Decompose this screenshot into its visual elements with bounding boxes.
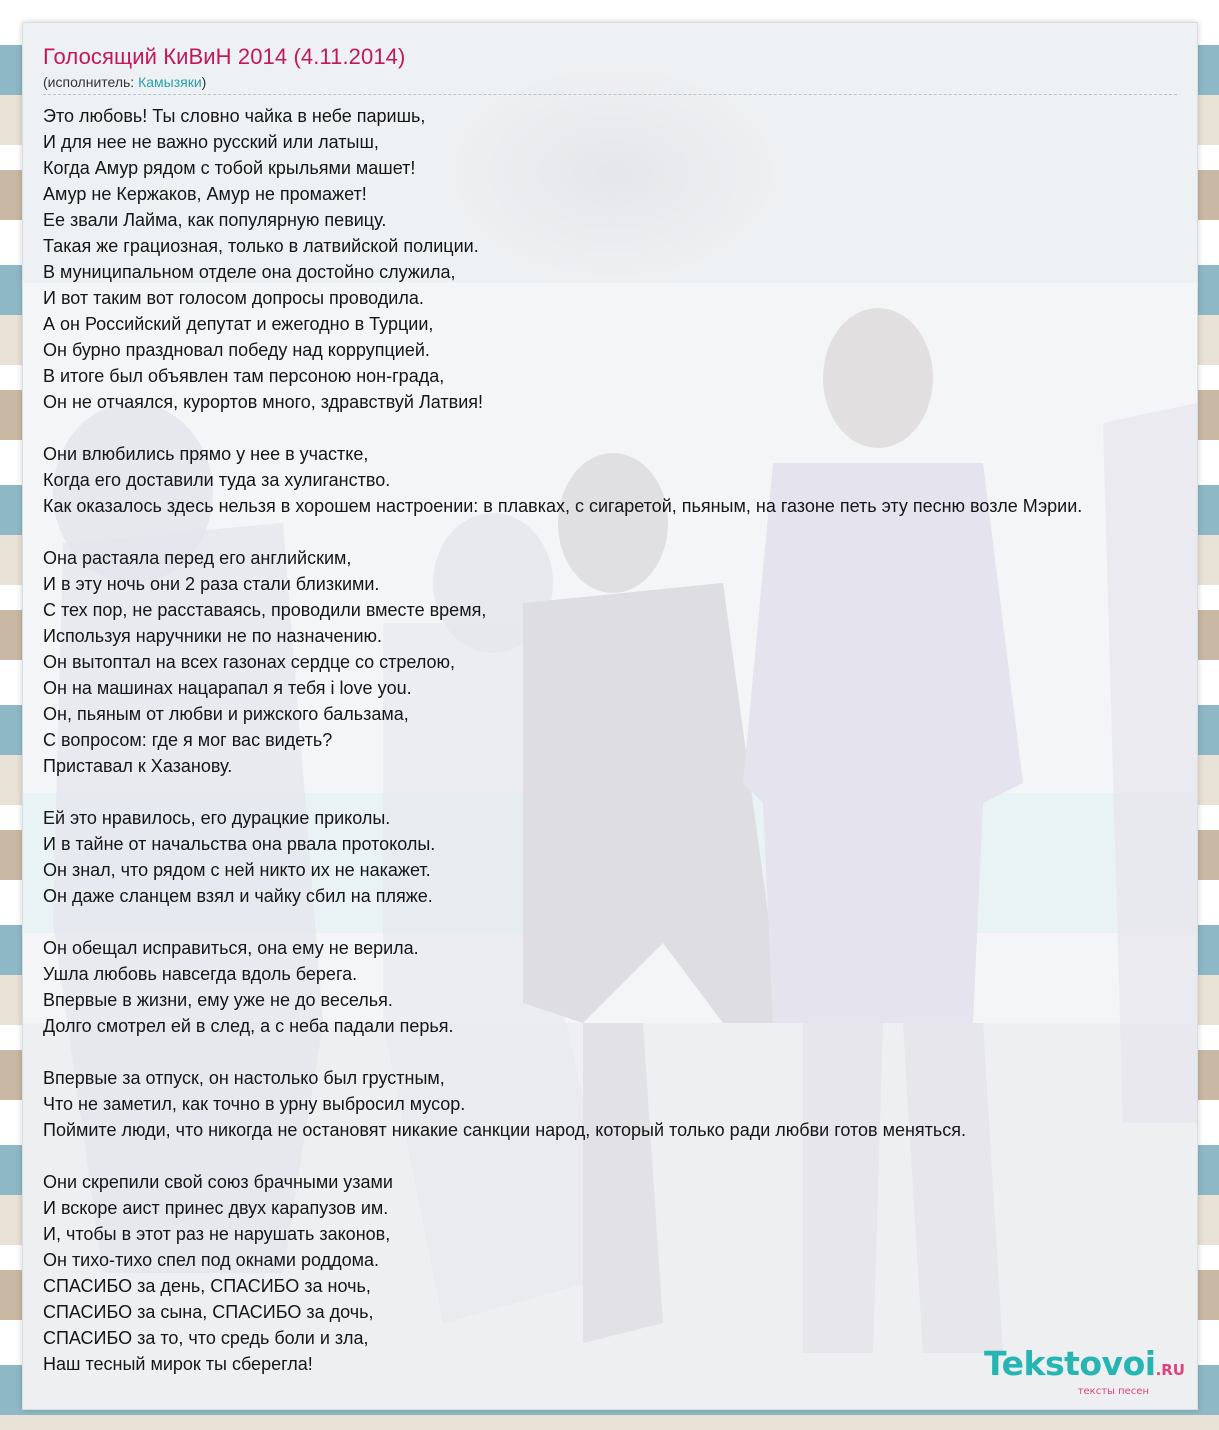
lyric-line: Впервые в жизни, ему уже не до веселья. — [43, 990, 393, 1010]
lyrics-text — [43, 103, 1177, 1377]
lyric-line: И, чтобы в этот раз не нарушать законов, — [43, 1224, 391, 1244]
stanza-break — [43, 909, 1177, 935]
performer-suffix: ) — [201, 74, 207, 90]
performer-line — [43, 73, 1177, 91]
lyric-line: Как оказалось здесь нельзя в хорошем настроении: в плавках, с сигаретой, пьяным, на газоне петь эту песню возле Мэрии. — [43, 496, 1083, 516]
lyric-line: Когда Амур рядом с тобой крыльями машет! — [43, 158, 416, 178]
lyric-line: И в тайне от начальства она рвала протоколы. — [43, 834, 436, 854]
lyric-line: И вскоре аист принес двух карапузов им. — [43, 1198, 389, 1218]
lyric-line: С вопросом: где я мог вас видеть? — [43, 730, 333, 750]
lyric-line: В итоге был объявлен там персоною нон-града, — [43, 366, 445, 386]
lyric-line: Он даже сланцем взял и чайку сбил на пляже. — [43, 886, 433, 906]
lyric-line: Он бурно праздновал победу над коррупцией. — [43, 340, 430, 360]
stanza-break — [43, 415, 1177, 441]
logo-tld: .RU — [1155, 1361, 1185, 1379]
song-title: Голосящий КиВиН 2014 (4.11.2014) — [43, 44, 406, 69]
logo-tagline: тексты песен — [1077, 1386, 1149, 1397]
lyric-line: А он Российский депутат и ежегодно в Турции, — [43, 314, 434, 334]
lyric-line: Она растаяла перед его английским, — [43, 548, 352, 568]
lyric-line: Он знал, что рядом с ней никто их не накажет. — [43, 860, 431, 880]
lyric-line: Они влюбились прямо у нее в участке, — [43, 444, 369, 464]
lyric-line: Он, пьяным от любви и рижского бальзама, — [43, 704, 409, 724]
content-area — [43, 43, 1177, 1377]
logo-wordmark — [984, 1344, 1185, 1387]
lyric-line: Ушла любовь навсегда вдоль берега. — [43, 964, 358, 984]
stanza-break — [43, 779, 1177, 805]
performer-prefix: (исполнитель: — [43, 74, 139, 90]
lyric-line: С тех пор, не расставаясь, проводили вместе время, — [43, 600, 487, 620]
lyric-line: И для нее не важно русский или латыш, — [43, 132, 379, 152]
stanza-break — [43, 1143, 1177, 1169]
lyric-line: И вот таким вот голосом допросы проводила. — [43, 288, 424, 308]
logo-name: Tekstovoi — [984, 1344, 1156, 1383]
stanza-break — [43, 519, 1177, 545]
stanza-break — [43, 1039, 1177, 1065]
lyric-line: Наш тесный мирок ты сберегла! — [43, 1354, 313, 1374]
lyric-line: И в эту ночь они 2 раза стали близкими. — [43, 574, 380, 594]
title-divider — [43, 94, 1177, 95]
lyric-line: Ее звали Лайма, как популярную певицу. — [43, 210, 387, 230]
lyric-line: В муниципальном отделе она достойно служила, — [43, 262, 456, 282]
lyric-line: Когда его доставили туда за хулиганство. — [43, 470, 391, 490]
lyric-line: Такая же грациозная, только в латвийской полиции. — [43, 236, 479, 256]
lyric-line: СПАСИБО за то, что средь боли и зла, — [43, 1328, 369, 1348]
lyric-line: Используя наручники не по назначению. — [43, 626, 382, 646]
lyric-line: Поймите люди, что никогда не остановят никакие санкции народ, который только ради любви готов меняться. — [43, 1120, 967, 1140]
lyric-line: Он тихо-тихо спел под окнами роддома. — [43, 1250, 379, 1270]
lyric-line: Он на машинах нацарапал я тебя i love you. — [43, 678, 412, 698]
lyric-line: Что не заметил, как точно в урну выбросил мусор. — [43, 1094, 466, 1114]
lyrics-card — [22, 22, 1198, 1410]
site-logo[interactable] — [984, 1344, 1185, 1397]
lyric-line: Приставал к Хазанову. — [43, 756, 233, 776]
lyric-line: Это любовь! Ты словно чайка в небе паришь, — [43, 106, 426, 126]
lyric-line: Впервые за отпуск, он настолько был грустным, — [43, 1068, 445, 1088]
lyric-line: Они скрепили свой союз брачными узами — [43, 1172, 393, 1192]
lyric-line: СПАСИБО за день, СПАСИБО за ночь, — [43, 1276, 371, 1296]
lyric-line: Он не отчаялся, курортов много, здравствуй Латвия! — [43, 392, 484, 412]
lyric-line: Он вытоптал на всех газонах сердце со стрелою, — [43, 652, 456, 672]
performer-link[interactable]: Камызяки — [138, 74, 202, 90]
lyric-line: Амур не Кержаков, Амур не промажет! — [43, 184, 367, 204]
lyric-line: Долго смотрел ей в след, а с неба падали перья. — [43, 1016, 454, 1036]
lyric-line: Он обещал исправиться, она ему не верила. — [43, 938, 419, 958]
lyric-line: Ей это нравилось, его дурацкие приколы. — [43, 808, 391, 828]
lyric-line: СПАСИБО за сына, СПАСИБО за дочь, — [43, 1302, 374, 1322]
